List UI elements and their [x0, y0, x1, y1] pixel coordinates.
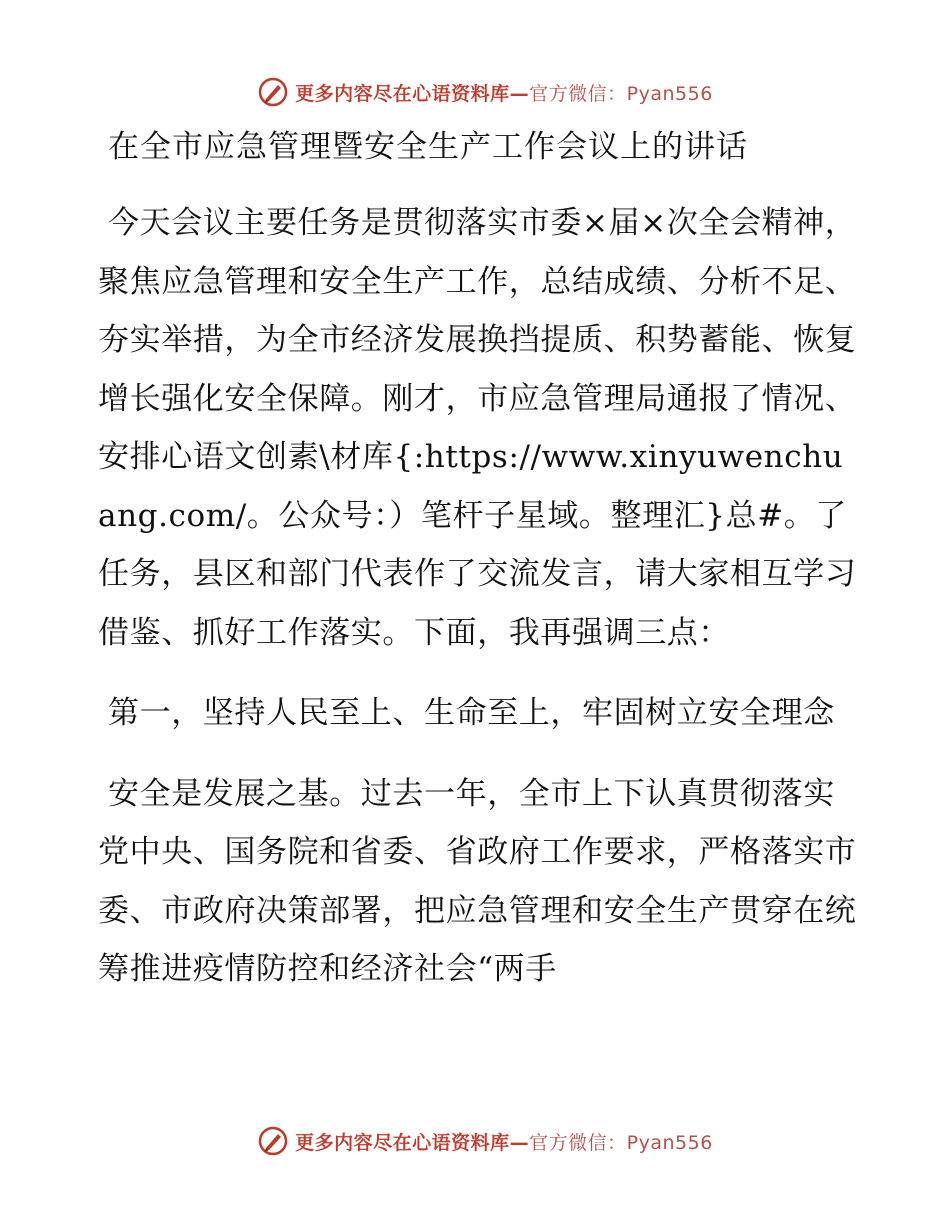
paragraph-safety: 安全是发展之基。过去一年，全市上下认真贯彻落实党中央、国务院和省委、省政府工作要求，严格落实市委、市政府决策部署，把应急管理和安全生产贯穿在统筹推进疫情防控和经济社会“两手 — [98, 775, 857, 987]
document-title: 在全市应急管理暨安全生产工作会议上的讲话 — [108, 129, 748, 165]
watermark-wechat-text: 官方微信：Pyan556 — [529, 1131, 713, 1154]
watermark-group — [257, 1125, 713, 1157]
bottom-watermark-banner — [0, 1121, 950, 1161]
watermark-wechat-text: 官方微信：Pyan556 — [529, 82, 713, 105]
watermark-main-text: 更多内容尽在心语资料库— — [295, 82, 530, 105]
paragraph-intro: 今天会议主要任务是贯彻落实市委×届×次全会精神，聚焦应急管理和安全生产工作，总结成绩、分析不足、夯实举措，为全市经济发展换挡提质、积势蓄能、恢复增长强化安全保障。刚才，市应急管理局通报了情况、安排心语文创素\材库{:https://www.xinyuwenchuang.com/。公众号：）笔杆子星域。整理汇}总#。了任务，县区和部门代表作了交流发言，请大家相互学习借鉴、抓好工作落实。下面，我再强调三点： — [98, 205, 857, 651]
document-body — [98, 122, 858, 1021]
top-watermark-banner — [0, 72, 950, 112]
pen-logo-icon — [257, 1125, 289, 1157]
watermark-group — [257, 76, 713, 108]
watermark-main-text: 更多内容尽在心语资料库— — [295, 1131, 530, 1154]
pen-logo-icon — [257, 76, 289, 108]
section-heading-one: 第一，坚持人民至上、生命至上，牢固树立安全理念 — [108, 695, 835, 731]
